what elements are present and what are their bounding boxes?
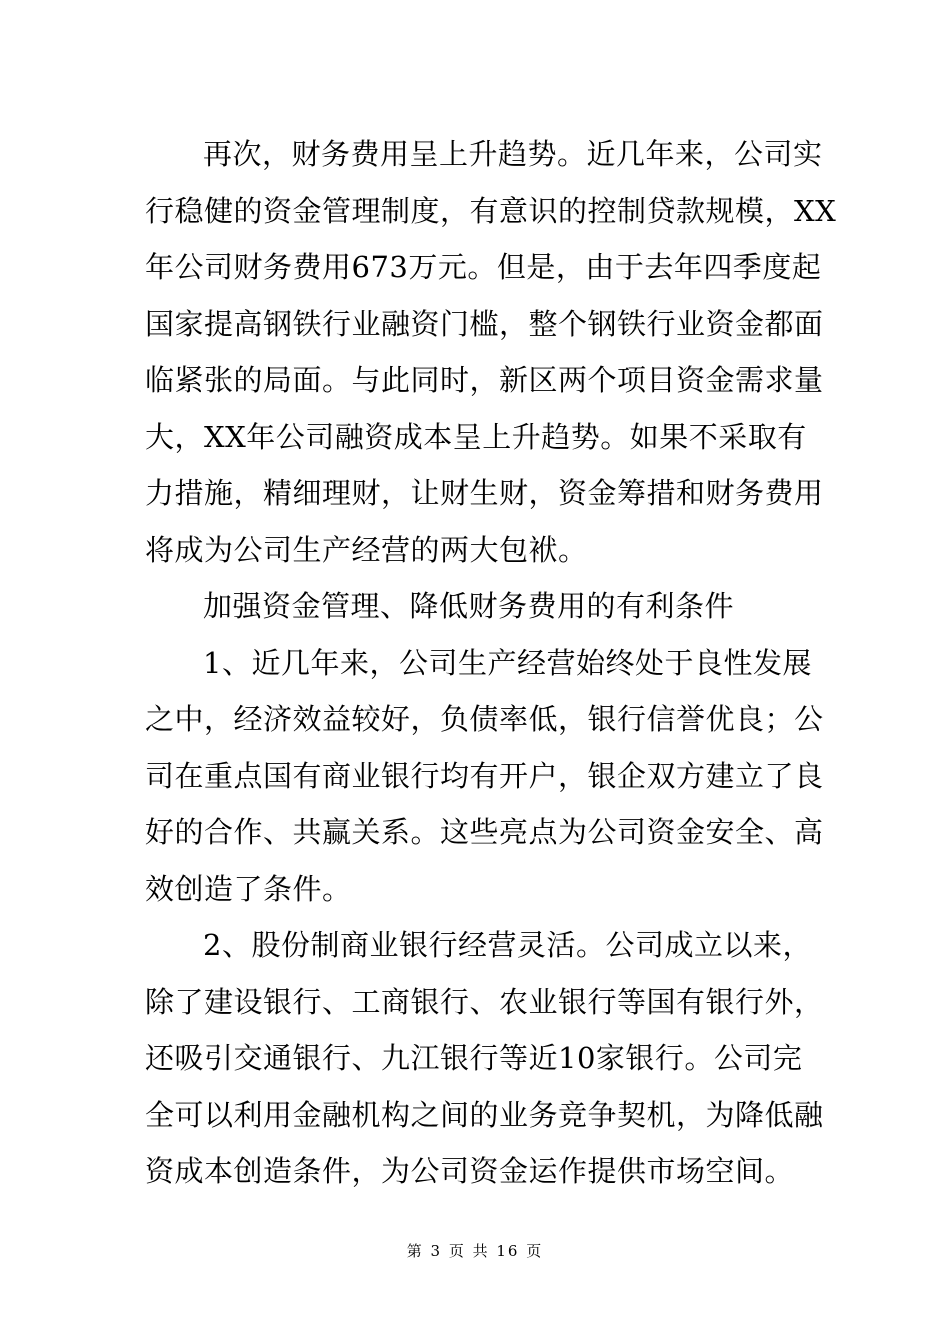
- heading-line: 加强资金管理、降低财务费用的有利条件: [203, 589, 735, 623]
- page-number-label: 第 3 页 共 16 页: [406, 1242, 544, 1260]
- text-line: 除了建设银行、工商银行、农业银行等国有银行外，: [145, 984, 824, 1019]
- text-line: 1、近几年来，公司生产经营始终处于良性发展: [203, 645, 812, 680]
- paragraph-point-2: [145, 917, 824, 1200]
- text-line: 将成为公司生产经营的两大包袱。: [145, 532, 588, 567]
- paragraph-financial-costs: [145, 126, 837, 578]
- text-line: 好的合作、共赢关系。这些亮点为公司资金安全、高: [145, 815, 824, 849]
- text-line: 之中，经济效益较好，负债率低，银行信誉优良；公: [145, 702, 824, 736]
- text-line: 临紧张的局面。与此同时，新区两个项目资金需求量: [145, 363, 824, 397]
- text-line: 年公司财务费用673万元。但是，由于去年四季度起: [145, 250, 822, 284]
- text-line: 还吸引交通银行、九江银行等近10家银行。公司完: [145, 1041, 803, 1075]
- section-heading-favorable-conditions: [145, 578, 809, 635]
- text-line: 再次，财务费用呈上升趋势。近几年来，公司实: [203, 137, 823, 171]
- text-line: 大，XX年公司融资成本呈上升趋势。如果不采取有: [145, 419, 807, 454]
- text-line: 2、股份制商业银行经营灵活。公司成立以来，: [203, 928, 812, 962]
- page-footer: [0, 1240, 950, 1261]
- text-line: 资成本创造条件，为公司资金运作提供市场空间。: [145, 1154, 795, 1188]
- text-line: 全可以利用金融机构之间的业务竞争契机，为降低融: [145, 1097, 824, 1132]
- paragraph-point-1: [145, 635, 824, 918]
- text-line: 力措施，精细理财，让财生财，资金筹措和财务费用: [145, 476, 824, 510]
- text-line: 行稳健的资金管理制度，有意识的控制贷款规模，XX: [145, 193, 837, 228]
- body-text: [145, 126, 837, 1200]
- text-line: 司在重点国有商业银行均有开户，银企双方建立了良: [145, 758, 824, 793]
- text-line: 国家提高钢铁行业融资门槛，整个钢铁行业资金都面: [145, 306, 824, 341]
- text-line: 效创造了条件。: [145, 871, 352, 906]
